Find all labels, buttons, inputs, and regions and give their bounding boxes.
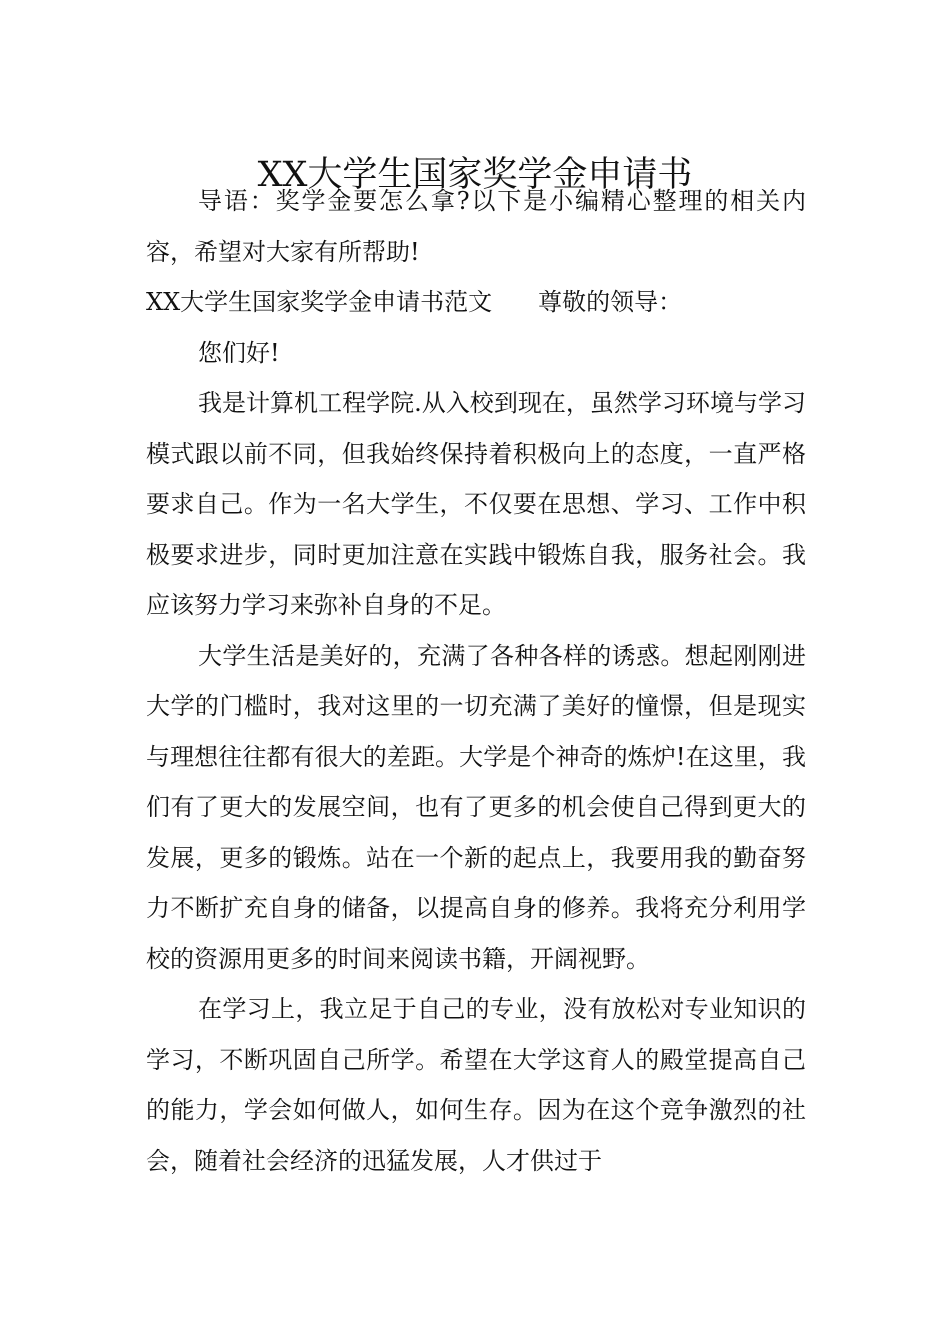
intro-paragraph: 导语：奖学金要怎么拿?以下是小编精心整理的相关内容，希望对大家有所帮助!	[146, 187, 806, 266]
body-paragraph-2: 大学生活是美好的，充满了各种各样的诱惑。想起刚刚进大学的门槛时，我对这里的一切充满了美好的憧憬，但是现实与理想往往都有很大的差距。大学是个神奇的炼炉!在这里，我们有了更大的发展空间，也有了更多的机会使自己得到更大的发展，更多的锻炼。站在一个新的起点上，我要用我的勤奋努力不断扩充自身的储备，以提高自身的修养。我将充分利用学校的资源用更多的时间来阅读书籍，开阔视野。	[146, 641, 806, 973]
document-title: XX大学生国家奖学金申请书	[257, 155, 693, 196]
salutation: 尊敬的领导：	[538, 288, 683, 316]
greeting-paragraph: 您们好!	[198, 338, 280, 367]
body-paragraph-3: 在学习上，我立足于自己的专业，没有放松对专业知识的学习，不断巩固自己所学。希望在大学这育人的殿堂提高自己的能力，学会如何做人，如何生存。因为在这个竞争激烈的社会，随着社会经济的迅猛发展，人才供过于	[146, 995, 806, 1175]
sample-heading: XX大学生国家奖学金申请书范文	[146, 288, 493, 316]
heading-line	[146, 277, 806, 328]
document-body	[146, 176, 806, 1186]
body-paragraph-1: 我是计算机工程学院.从入校到现在，虽然学习环境与学习模式跟以前不同，但我始终保持着积极向上的态度，一直严格要求自己。作为一名大学生，不仅要在思想、学习、工作中积极要求进步，同时更加注意在实践中锻炼自我，服务社会。我应该努力学习来弥补自身的不足。	[146, 389, 806, 619]
